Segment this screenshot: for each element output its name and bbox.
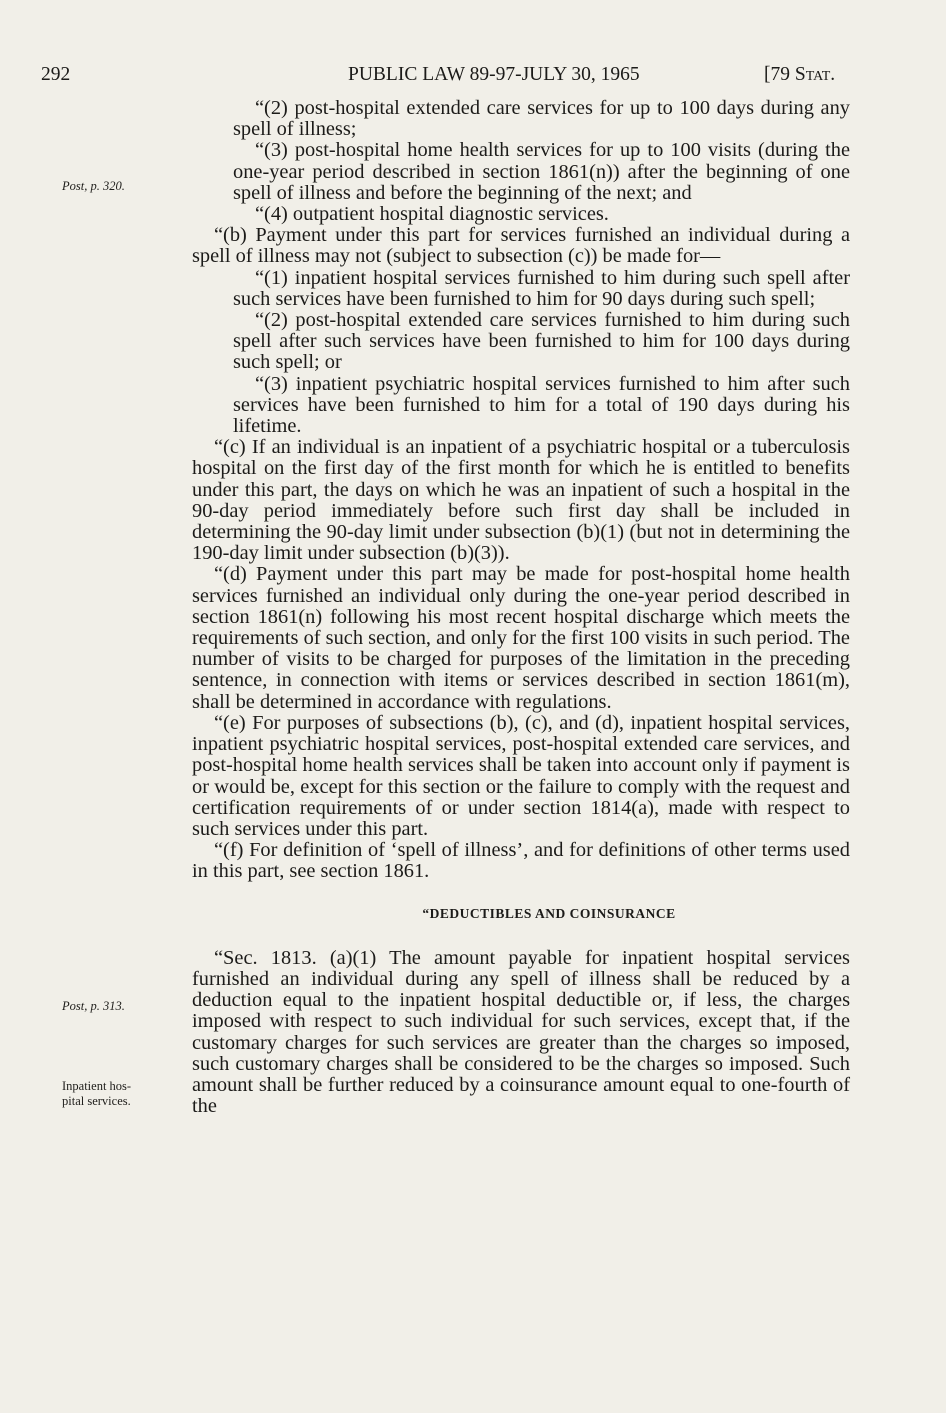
paragraph-a2: “(2) post-hospital extended care services for up to 100 days during any spell of illness; [233,97,850,141]
volume-reference: [79 Stat. [764,64,836,85]
page-header [0,64,946,94]
margin-note-inpatient-hospital-services: Inpatient hos- pital services. [62,1079,132,1108]
paragraph-b1: “(1) inpatient hospital services furnished to him during such spell after such services have been furnished to him for 90 days during such spell; [233,266,850,310]
section-1813: “Sec. 1813. (a)(1) The amount payable for inpatient hospital services furnished an individual during any spell of illness shall be reduced by a deduction equal to the inpatient hospital deductible or, if less, the charges imposed with respect to such individual for such services, except that, if the customary charges for such services are greater than the charges so imposed, such customary charges shall be considered to be the charges so imposed. Such amount shall be further reduced by a coinsurance amount equal to one-fourth of the [192,946,850,1118]
subsection-c: “(c) If an individual is an inpatient of a psychiatric hospital or a tuberculosis hospital on the first day of the first month for which he is entitled to benefits under this part, the days on which he was an inpatient of such a hospital in the 90-day period immediately before such first day shall be included in determining the 90-day limit under subsection (b)(1) (but not in determining the 190-day limit under subsection (b)(3)). [192,436,850,565]
subsection-b: “(b) Payment under this part for services furnished an individual during a spell of illness may not (subject to subsection (c)) be made for— [192,224,850,268]
paragraph-b2: “(2) post-hospital extended care services furnished to him during such spell after such services have been furnished to him for 100 days during such spell; or [233,309,850,374]
paragraph-a4: “(4) outpatient hospital diagnostic services. [255,203,609,226]
subsection-d: “(d) Payment under this part may be made for post-hospital home health services furnished an individual only during the one-year period described in section 1861(n) following his most recent hospital discharge which meets the requirements of such section, and only for the first 100 visits in such period. The number of visits to be charged for purposes of the limitation in the preceding sentence, in connection with items or services described in section 1861(m), shall be determined in accordance with regulations. [192,563,850,713]
subsection-f: “(f) For definition of ‘spell of illness’, and for definitions of other terms used in this part, see section 1861. [192,839,850,883]
margin-note-post-p313: Post, p. 313. [62,999,125,1013]
page-number: 292 [41,64,71,85]
paragraph-a3: “(3) post-hospital home health services for up to 100 visits (during the one-year period described in section 1861(n)) after the beginning of one spell of illness and before the beginning of the next; and [233,139,850,204]
statute-body [192,98,850,1117]
subsection-e: “(e) For purposes of subsections (b), (c), and (d), inpatient hospital services, inpatient psychiatric hospital services, post-hospital extended care services, and post-hospital home health services shall be taken into account only if payment is or would be, except for this section or the failure to comply with the request and certification requirements of or under section 1814(a), made with respect to such services under this part. [192,711,850,840]
margin-note-post-p320: Post, p. 320. [62,179,125,193]
paragraph-b3: “(3) inpatient psychiatric hospital services furnished to him after such services have been furnished to him for a total of 190 days during his lifetime. [233,372,850,438]
section-heading: “DEDUCTIBLES AND COINSURANCE [422,905,676,921]
running-title: PUBLIC LAW 89-97-JULY 30, 1965 [348,64,640,85]
